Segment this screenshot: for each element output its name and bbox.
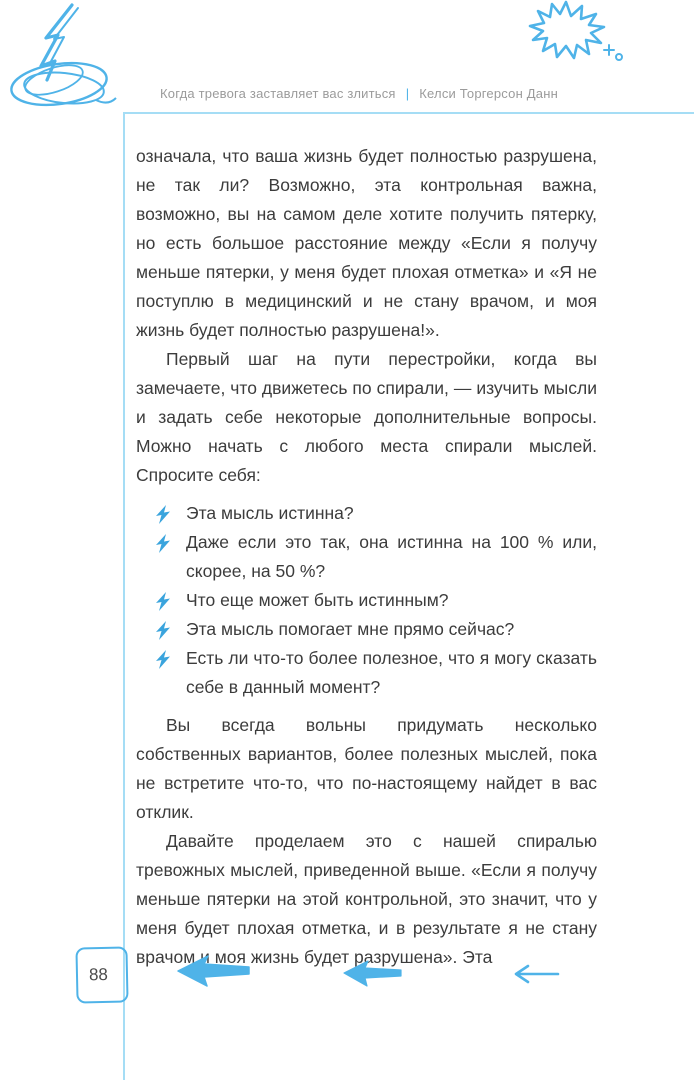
left-arrow-medium-icon — [342, 958, 402, 990]
list-item — [156, 499, 597, 528]
list-item-text: Эта мысль помогает мне прямо сейчас? — [186, 619, 515, 639]
lightning-bullet-icon — [156, 592, 171, 611]
list-item-text: Даже если это так, она истинна на 100 % или, скорее, на 50 %? — [186, 532, 597, 581]
list-item-text: Эта мысль истинна? — [186, 503, 354, 523]
lightning-bullet-icon — [156, 505, 171, 524]
question-list — [136, 499, 597, 702]
page-text — [136, 142, 597, 972]
list-item-text: Что еще может быть истинным? — [186, 590, 449, 610]
left-arrow-bold-icon — [176, 953, 250, 991]
page-number: 88 — [88, 964, 109, 985]
list-item — [156, 586, 597, 615]
lightning-bullet-icon — [156, 650, 171, 669]
list-item — [156, 644, 597, 702]
paragraph: Вы всегда вольны придумать несколько собственных вариантов, более полезных мыслей, пока не встретите что-то, что по-настоящему найдет в вас отклик. — [136, 715, 597, 822]
starburst-doodle-icon — [518, 0, 626, 68]
paragraph: означала, что ваша жизнь будет полностью разрушена, не так ли? Возможно, эта контрольная важна, возможно, вы на самом деле хотите получить пятерку, но есть большое расстояние между «Если я получу меньше пятерки, у меня будет плохая отметка» и «Я не поступлю в медицинский и не стану врачом, и моя жизнь будет полностью разрушена!». — [136, 146, 597, 340]
running-header — [124, 86, 594, 101]
page-number-box — [75, 946, 128, 1003]
lightning-bullet-icon — [156, 534, 171, 553]
header-separator: | — [405, 86, 410, 101]
left-arrow-thin-icon — [512, 962, 560, 986]
list-item — [156, 615, 597, 644]
list-item — [156, 528, 597, 586]
author-name: Келси Торгерсон Данн — [419, 86, 558, 101]
book-title: Когда тревога заставляет вас злиться — [160, 86, 396, 101]
lightning-bullet-icon — [156, 621, 171, 640]
list-item-text: Есть ли что-то более полезное, что я могу сказать себе в данный момент? — [186, 648, 597, 697]
margin-rule — [123, 112, 125, 1080]
paragraph: Первый шаг на пути перестройки, когда вы замечаете, что движетесь по спирали, — изучить мысли и задать себе некоторые дополнительные вопросы. Можно начать с любого места спирали мыслей. Спросите себя: — [136, 349, 597, 485]
paragraph: Давайте проделаем это с нашей спиралью тревожных мыслей, приведенной выше. «Если я получу меньше пятерки на этой контрольной, это значит, что у меня будет плохая отметка, и в результате я не стану врачом и моя жизнь будет разрушена». Эта — [136, 831, 597, 967]
header-rule — [124, 112, 694, 114]
cloud-scribble-icon — [4, 52, 122, 120]
